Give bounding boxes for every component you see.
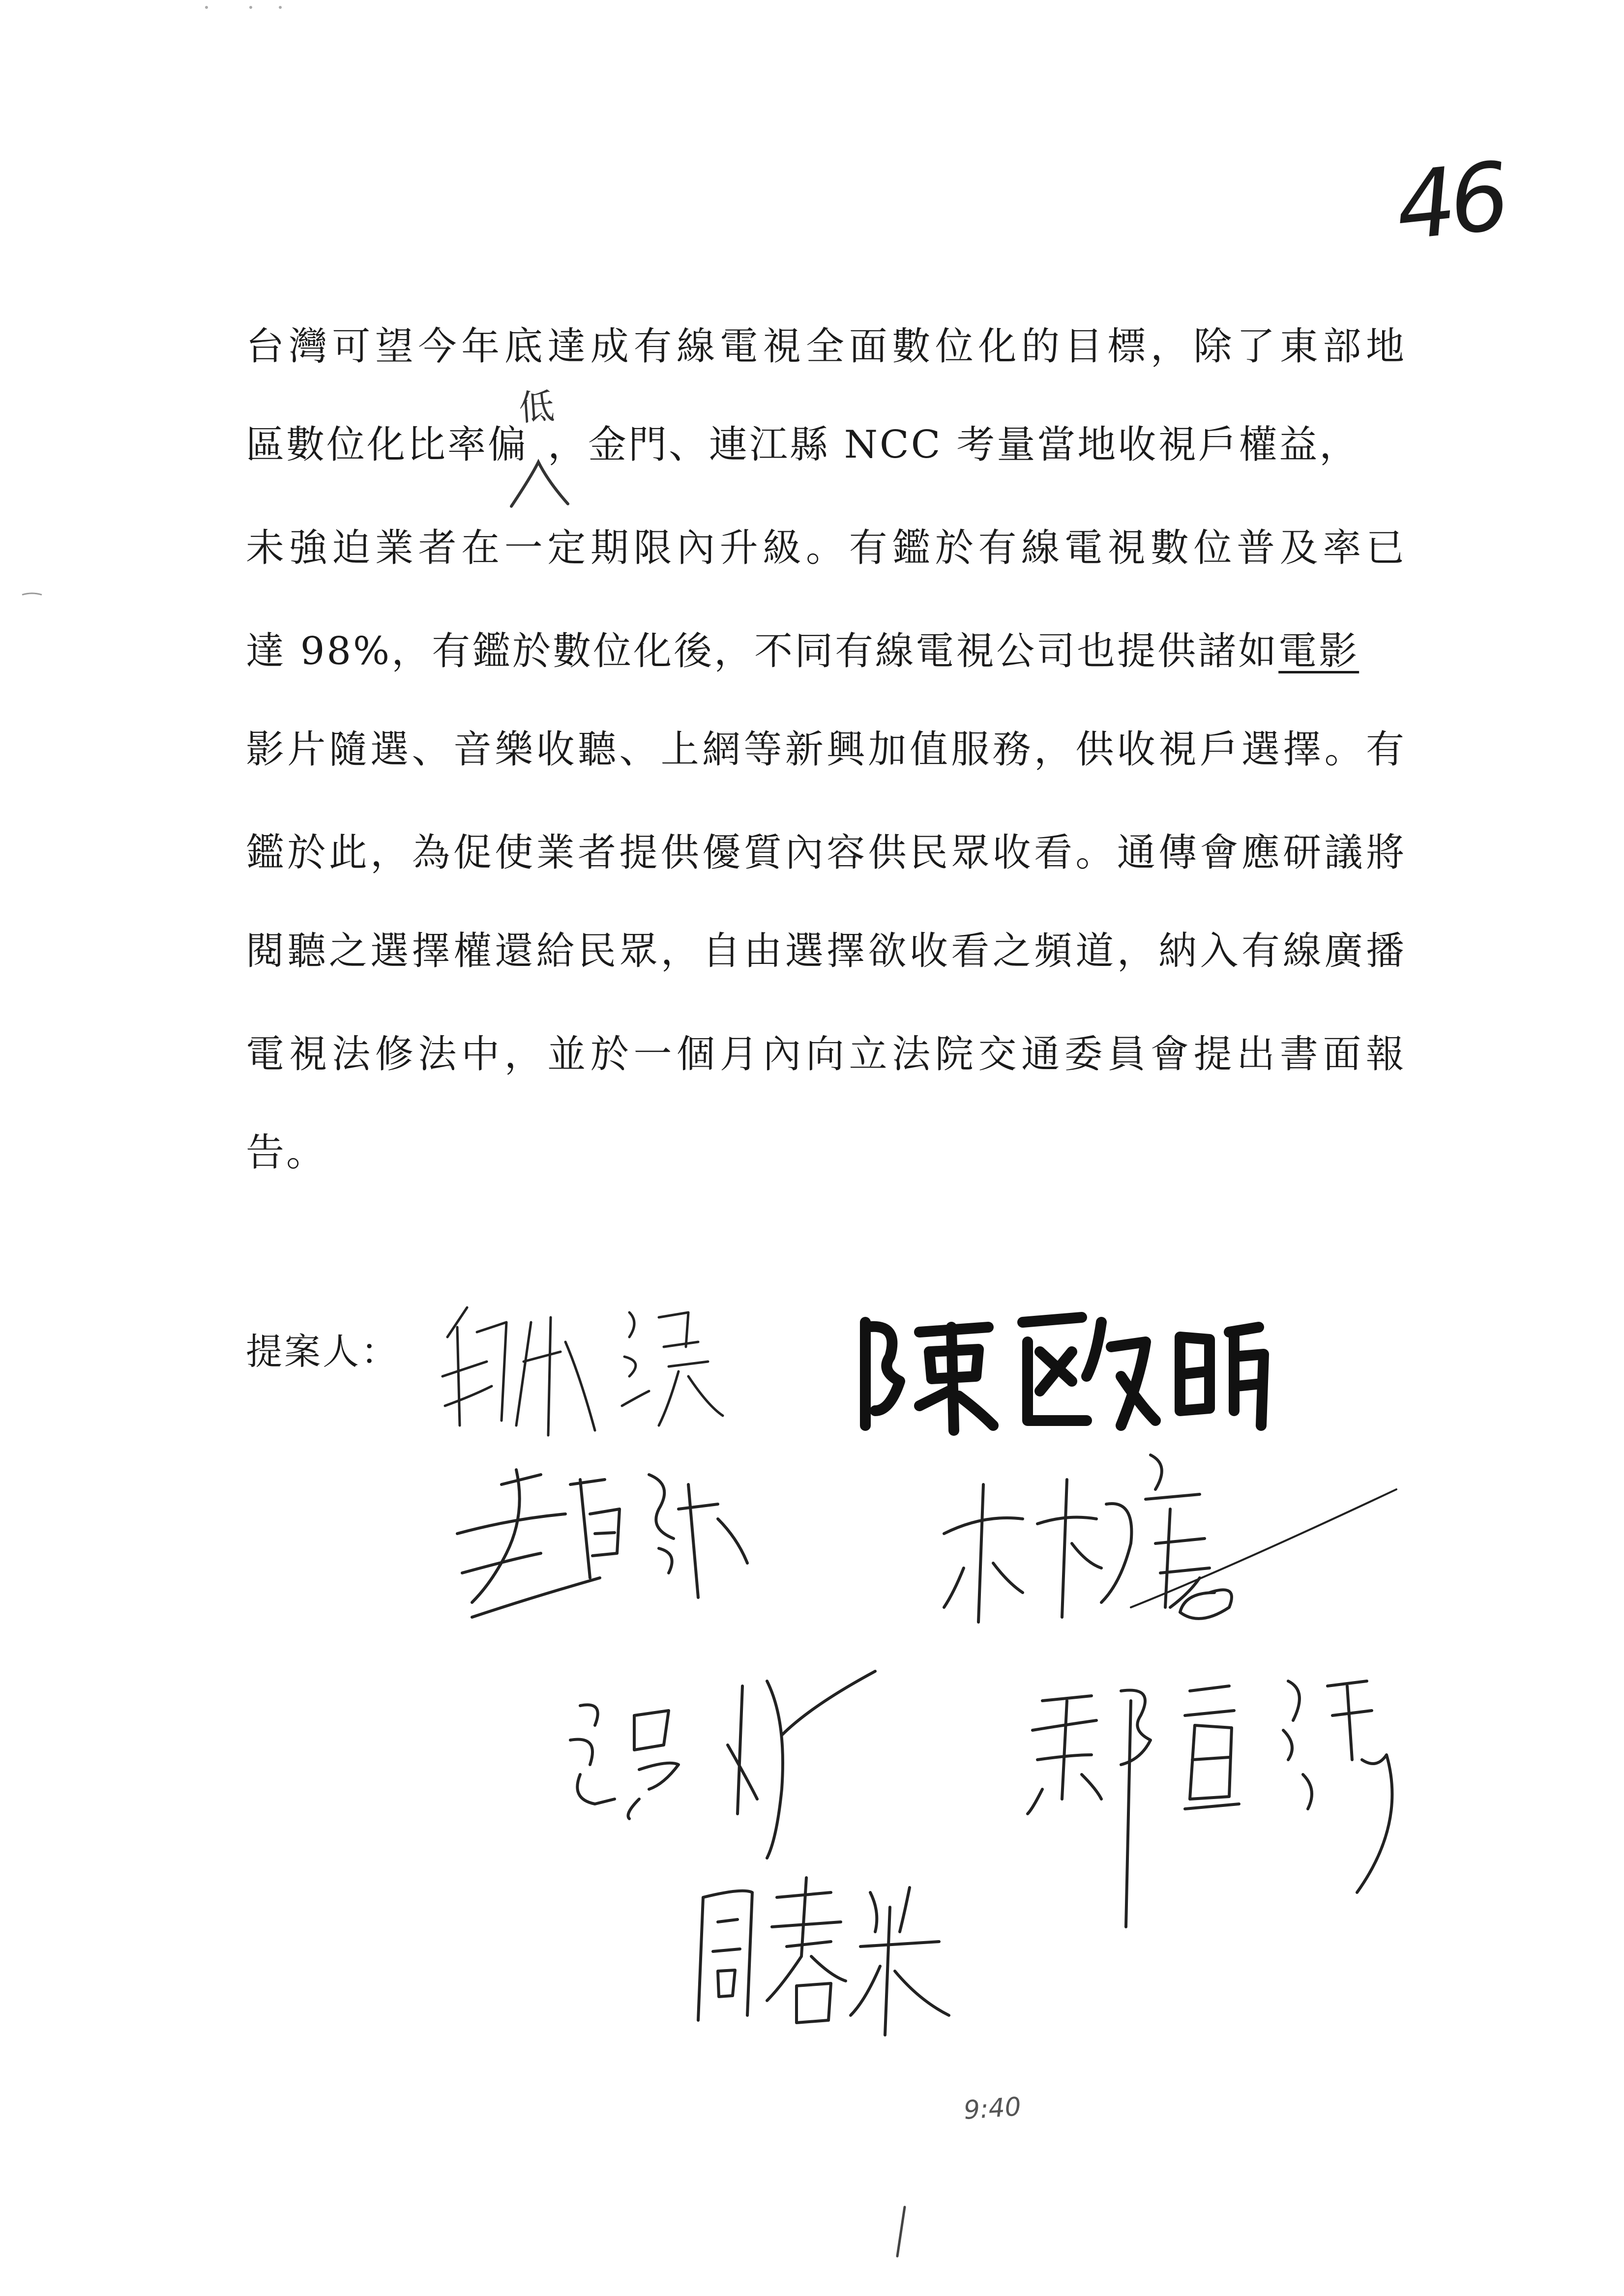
body-line-8: 電視法修法中，並於一個月內向立法院交通委員會提出書面報 [246, 1032, 1406, 1076]
page-number: 46 [1391, 142, 1509, 262]
signature-1 [433, 1278, 738, 1445]
body-line-2-part-2: ，金門、連江縣 NCC 考量當地收視戶權益， [548, 423, 1360, 467]
proposer-label: 提案人： [246, 1331, 399, 1373]
body-line-7: 閱聽之選擇權還給民眾，自由選擇欲收看之頻道，納入有線廣播 [246, 929, 1406, 973]
handwritten-correction: 低 [517, 385, 556, 429]
signature-2 [846, 1298, 1278, 1445]
body-line-5: 影片隨選、音樂收聽、上網等新興加值服務，供收視戶選擇。有 [246, 727, 1406, 772]
signature-7 [683, 1858, 959, 2045]
signature-5 [551, 1652, 885, 1868]
body-line-4 [246, 624, 1406, 678]
body-line-2 [246, 418, 1406, 472]
body-line-1: 台灣可望今年底達成有線電視全面數位化的目標，除了東部地 [246, 324, 1406, 369]
body-line-4-underlined: 電影 [1278, 629, 1359, 673]
footer-note: 9:40 [963, 2092, 1022, 2125]
insertion-caret-mark [502, 457, 575, 511]
body-line-6: 鑑於此，為促使業者提供優質內容供民眾收看。通傳會應研議將 [246, 831, 1406, 875]
signature-6 [1013, 1661, 1406, 1927]
scan-speck [20, 590, 49, 600]
body-line-2-part-1: 區數位化比率偏 [246, 423, 529, 467]
body-line-3: 未強迫業者在一定期限內升級。有鑑於有線電視數位普及率已 [246, 526, 1406, 570]
signature-4 [924, 1445, 1406, 1652]
scan-speck-top [197, 0, 295, 15]
body-line-4-text: 達 98%，有鑑於數位化後，不同有線電視公司也提供諸如 [246, 629, 1279, 673]
signature-3 [443, 1455, 826, 1652]
stray-pen-mark [885, 2202, 915, 2261]
body-line-9: 告。 [246, 1131, 327, 1175]
